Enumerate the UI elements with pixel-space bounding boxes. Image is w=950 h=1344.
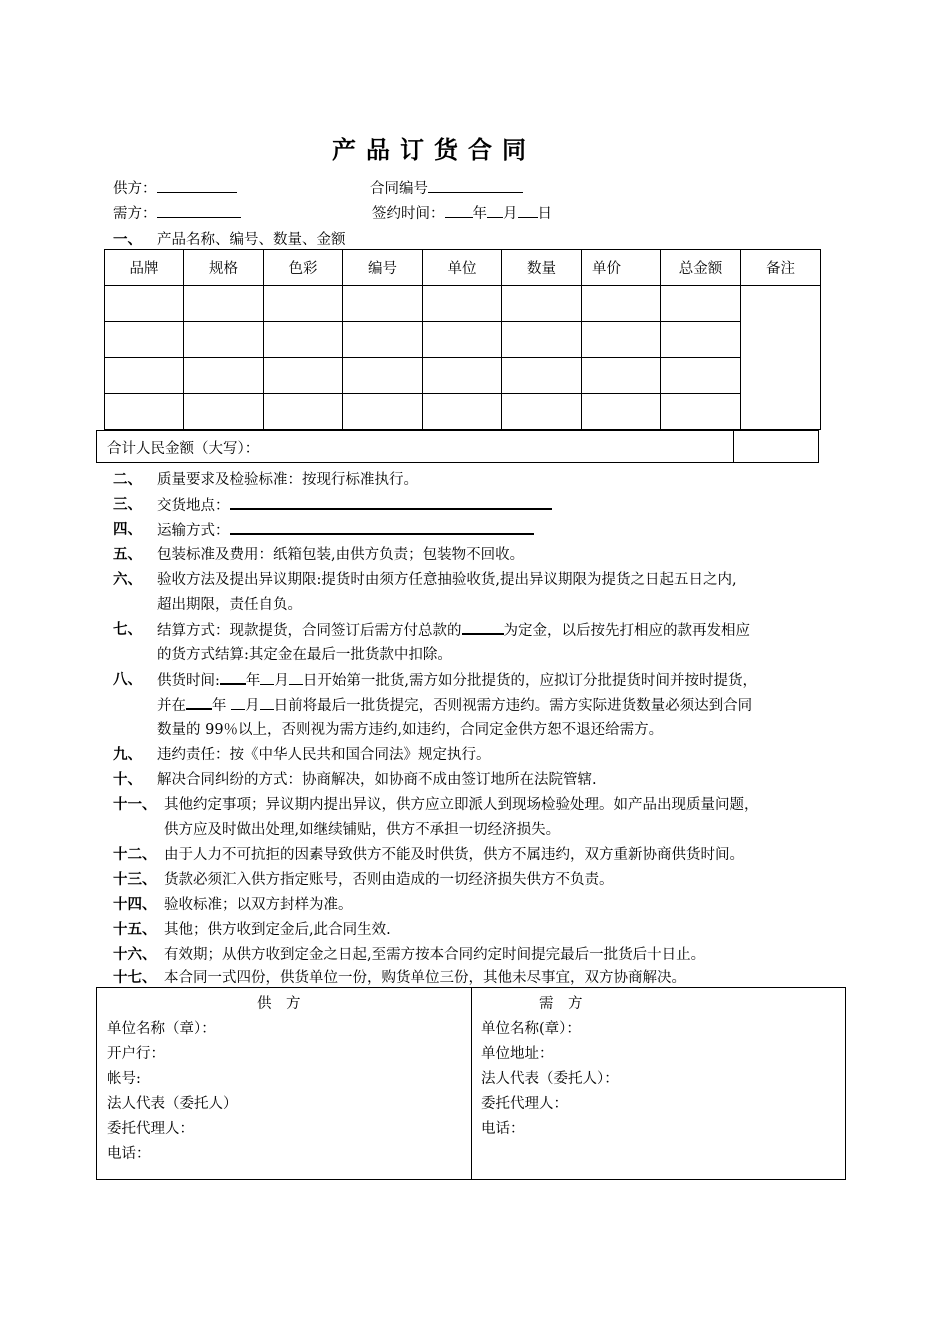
table-row — [105, 286, 821, 322]
clause7-line1 — [157, 618, 750, 640]
clause8-l2-a: 并在 — [157, 698, 186, 714]
clause8-l2-b: 年 — [212, 698, 227, 714]
clause14-text: 验收标准；以双方封样为准。 — [164, 897, 353, 913]
table-cell[interactable] — [184, 358, 264, 394]
clause6-number: 六、 — [113, 571, 142, 588]
clause8-l2-c: 月 — [245, 698, 260, 714]
table-cell[interactable] — [105, 394, 184, 430]
buyer-field[interactable] — [157, 202, 241, 218]
header-code: 编号 — [343, 250, 423, 286]
buyer-agent[interactable]: 委托代理人： — [481, 1096, 568, 1112]
table-cell[interactable] — [502, 358, 582, 394]
end-month-field[interactable] — [231, 694, 245, 710]
supplier-line — [113, 177, 237, 198]
year-field[interactable] — [445, 202, 473, 218]
clause12-number: 十二、 — [113, 846, 157, 863]
table-cell[interactable] — [343, 394, 423, 430]
clause8-l2-d: 日前将最后一批货提完，否则视需方违约。需方实际进货数量必须达到合同 — [273, 698, 753, 714]
table-cell[interactable] — [423, 322, 502, 358]
clause9-number: 九、 — [113, 746, 142, 763]
product-table — [104, 249, 821, 430]
sign-date-line — [372, 202, 552, 223]
clause16-text: 有效期；从供方收到定金之日起,至需方按本合同约定时间提完最后一批货后十日止。 — [164, 947, 706, 963]
table-cell[interactable] — [661, 358, 741, 394]
contract-no-line — [370, 177, 523, 198]
clause8-line2 — [157, 693, 752, 715]
clause7-number: 七、 — [113, 621, 142, 638]
table-cell[interactable] — [582, 322, 661, 358]
clause17-text: 本合同一式四份，供货单位一份，购货单位三份，其他未尽事宜，双方协商解决。 — [164, 970, 686, 986]
clause6-line2: 超出期限，责任自负。 — [157, 597, 302, 613]
clause11-number: 十一、 — [113, 796, 157, 813]
clause7-text-b: 为定金，以后按先打相应的款再发相应 — [503, 623, 750, 639]
header-remark: 备注 — [741, 250, 821, 286]
delivery-location-field[interactable] — [230, 493, 552, 510]
clause8-l1-d: 日开始第一批货,需方如分批提货的，应拟订分批提货时间并按时提货， — [302, 673, 757, 689]
table-cell[interactable] — [184, 322, 264, 358]
header-spec: 规格 — [184, 250, 264, 286]
table-cell[interactable] — [343, 358, 423, 394]
clause15-text: 其他；供方收到定金后,此合同生效. — [164, 922, 391, 938]
table-row — [105, 358, 821, 394]
table-cell[interactable] — [105, 358, 184, 394]
clause3-number: 三、 — [113, 496, 142, 513]
clause4-line — [157, 518, 534, 540]
supplier-agent[interactable]: 委托代理人： — [107, 1121, 194, 1137]
clause8-line3: 数量的 99％以上，否则视为需方违约,如违约，合同定金供方恕不退还给需方。 — [157, 722, 664, 738]
signature-table — [96, 987, 846, 1180]
clause10-number: 十、 — [113, 771, 142, 788]
supplier-bank[interactable]: 开户行： — [107, 1046, 165, 1062]
clause8-l1-a: 供货时间: — [157, 673, 220, 689]
deposit-percent-field[interactable] — [462, 618, 504, 635]
buyer-unit-name[interactable]: 单位名称(章）： — [481, 1021, 581, 1037]
transport-field[interactable] — [230, 518, 534, 535]
total-amount-row — [96, 430, 819, 463]
table-cell[interactable] — [264, 394, 343, 430]
clause12-text: 由于人力不可抗拒的因素导致供方不能及时供货，供方不属违约，双方重新协商供货时间。 — [164, 847, 744, 863]
clause8-l1-b: 年 — [245, 673, 261, 689]
clause10-text: 解决合同纠纷的方式：协商解决，如协商不成由签订地所在法院管辖. — [157, 772, 597, 788]
buyer-legal-rep[interactable]: 法人代表（委托人）： — [481, 1071, 619, 1087]
clause5-text: 包装标准及费用：纸箱包装,由供方负责；包装物不回收。 — [157, 547, 525, 563]
month-label: 月 — [503, 206, 518, 222]
table-cell[interactable] — [423, 358, 502, 394]
supplier-field[interactable] — [157, 177, 237, 193]
section1-number: 一、 — [113, 231, 142, 248]
clause11-line1: 其他约定事项；异议期内提出异议，供方应立即派人到现场检验处理。如产品出现质量问题， — [164, 797, 759, 813]
table-cell[interactable] — [184, 394, 264, 430]
start-day-field[interactable] — [289, 669, 303, 685]
clause8-number: 八、 — [113, 671, 142, 688]
contract-no-label: 合同编号 — [370, 181, 428, 197]
buyer-line — [113, 202, 241, 223]
clause6-line1: 验收方法及提出异议期限:提货时由须方任意抽验收货,提出异议期限为提货之日起五日之内, — [157, 572, 737, 588]
buyer-label: 需方： — [113, 206, 157, 222]
supplier-phone[interactable]: 电话： — [107, 1146, 151, 1162]
header-total: 总金额 — [661, 250, 741, 286]
table-cell[interactable] — [264, 358, 343, 394]
table-cell[interactable] — [423, 394, 502, 430]
supplier-account[interactable]: 帐号: — [107, 1071, 141, 1087]
header-unit: 单位 — [423, 250, 502, 286]
month-field[interactable] — [487, 202, 503, 218]
clause7-text-a: 结算方式：现款提货，合同签订后需方付总款的 — [157, 623, 462, 639]
clause13-text: 货款必须汇入供方指定账号，否则由造成的一切经济损失供方不负责。 — [164, 872, 614, 888]
table-row — [105, 394, 821, 430]
header-quantity: 数量 — [502, 250, 582, 286]
clause3-text: 交货地点： — [157, 498, 230, 514]
end-year-field[interactable] — [186, 693, 212, 710]
clause2-number: 二、 — [113, 471, 142, 488]
clause8-line1 — [157, 668, 757, 690]
clause2-text: 质量要求及检验标准：按现行标准执行。 — [157, 472, 418, 488]
clause15-number: 十五、 — [113, 921, 157, 938]
table-cell[interactable] — [582, 358, 661, 394]
total-divider — [733, 431, 734, 462]
clause9-text: 违约责任：按《中华人民共和国合同法》规定执行。 — [157, 747, 491, 763]
table-cell[interactable] — [423, 286, 502, 322]
table-cell[interactable] — [502, 322, 582, 358]
header-color: 色彩 — [264, 250, 343, 286]
clause13-number: 十三、 — [113, 871, 157, 888]
table-header-row — [105, 250, 821, 286]
header-price: 单价 — [582, 250, 661, 286]
header-brand: 品牌 — [105, 250, 184, 286]
table-cell[interactable] — [661, 394, 741, 430]
table-cell[interactable] — [343, 322, 423, 358]
table-cell[interactable] — [582, 394, 661, 430]
clause7-line2: 的货方式结算:其定金在最后一批货款中扣除。 — [157, 647, 452, 663]
clause8-l1-c: 月 — [274, 673, 289, 689]
signature-divider — [471, 988, 472, 1179]
document-title: 产品订货合同 — [332, 136, 536, 164]
contract-no-field[interactable] — [428, 177, 523, 193]
clause16-number: 十六、 — [113, 946, 157, 963]
supplier-legal-rep[interactable]: 法人代表（委托人） — [107, 1096, 238, 1112]
total-amount-label: 合计人民金额（大写）： — [107, 441, 260, 457]
clause4-text: 运输方式： — [157, 523, 230, 539]
supplier-label: 供方： — [113, 181, 157, 197]
start-year-field[interactable] — [220, 668, 246, 685]
table-cell[interactable] — [184, 286, 264, 322]
remark-cell[interactable] — [741, 286, 821, 430]
clause17-number: 十七、 — [113, 969, 157, 986]
supplier-heading: 供 方 — [257, 996, 301, 1012]
end-day-field[interactable] — [260, 694, 274, 710]
table-cell[interactable] — [661, 286, 741, 322]
year-label: 年 — [472, 206, 487, 222]
day-field[interactable] — [518, 202, 538, 218]
buyer-address[interactable]: 单位地址： — [481, 1046, 554, 1062]
table-cell[interactable] — [264, 286, 343, 322]
clause3-line — [157, 493, 552, 515]
clause14-number: 十四、 — [113, 896, 157, 913]
table-cell[interactable] — [343, 286, 423, 322]
table-cell[interactable] — [264, 322, 343, 358]
section1-label: 产品名称、编号、数量、金额 — [157, 232, 346, 248]
clause4-number: 四、 — [113, 521, 142, 538]
table-cell[interactable] — [105, 286, 184, 322]
table-cell[interactable] — [661, 322, 741, 358]
table-cell[interactable] — [582, 286, 661, 322]
supplier-unit-name[interactable]: 单位名称（章）： — [107, 1021, 216, 1037]
buyer-heading: 需 方 — [539, 996, 583, 1012]
clause5-number: 五、 — [113, 546, 142, 563]
start-month-field[interactable] — [260, 669, 274, 685]
day-label: 日 — [537, 206, 552, 222]
table-cell[interactable] — [502, 394, 582, 430]
buyer-phone[interactable]: 电话： — [481, 1121, 525, 1137]
clause11-line2: 供方应及时做出处理,如继续铺贴，供方不承担一切经济损失。 — [164, 822, 561, 838]
table-cell[interactable] — [502, 286, 582, 322]
table-cell[interactable] — [105, 322, 184, 358]
sign-date-label: 签约时间： — [372, 206, 445, 222]
table-row — [105, 322, 821, 358]
